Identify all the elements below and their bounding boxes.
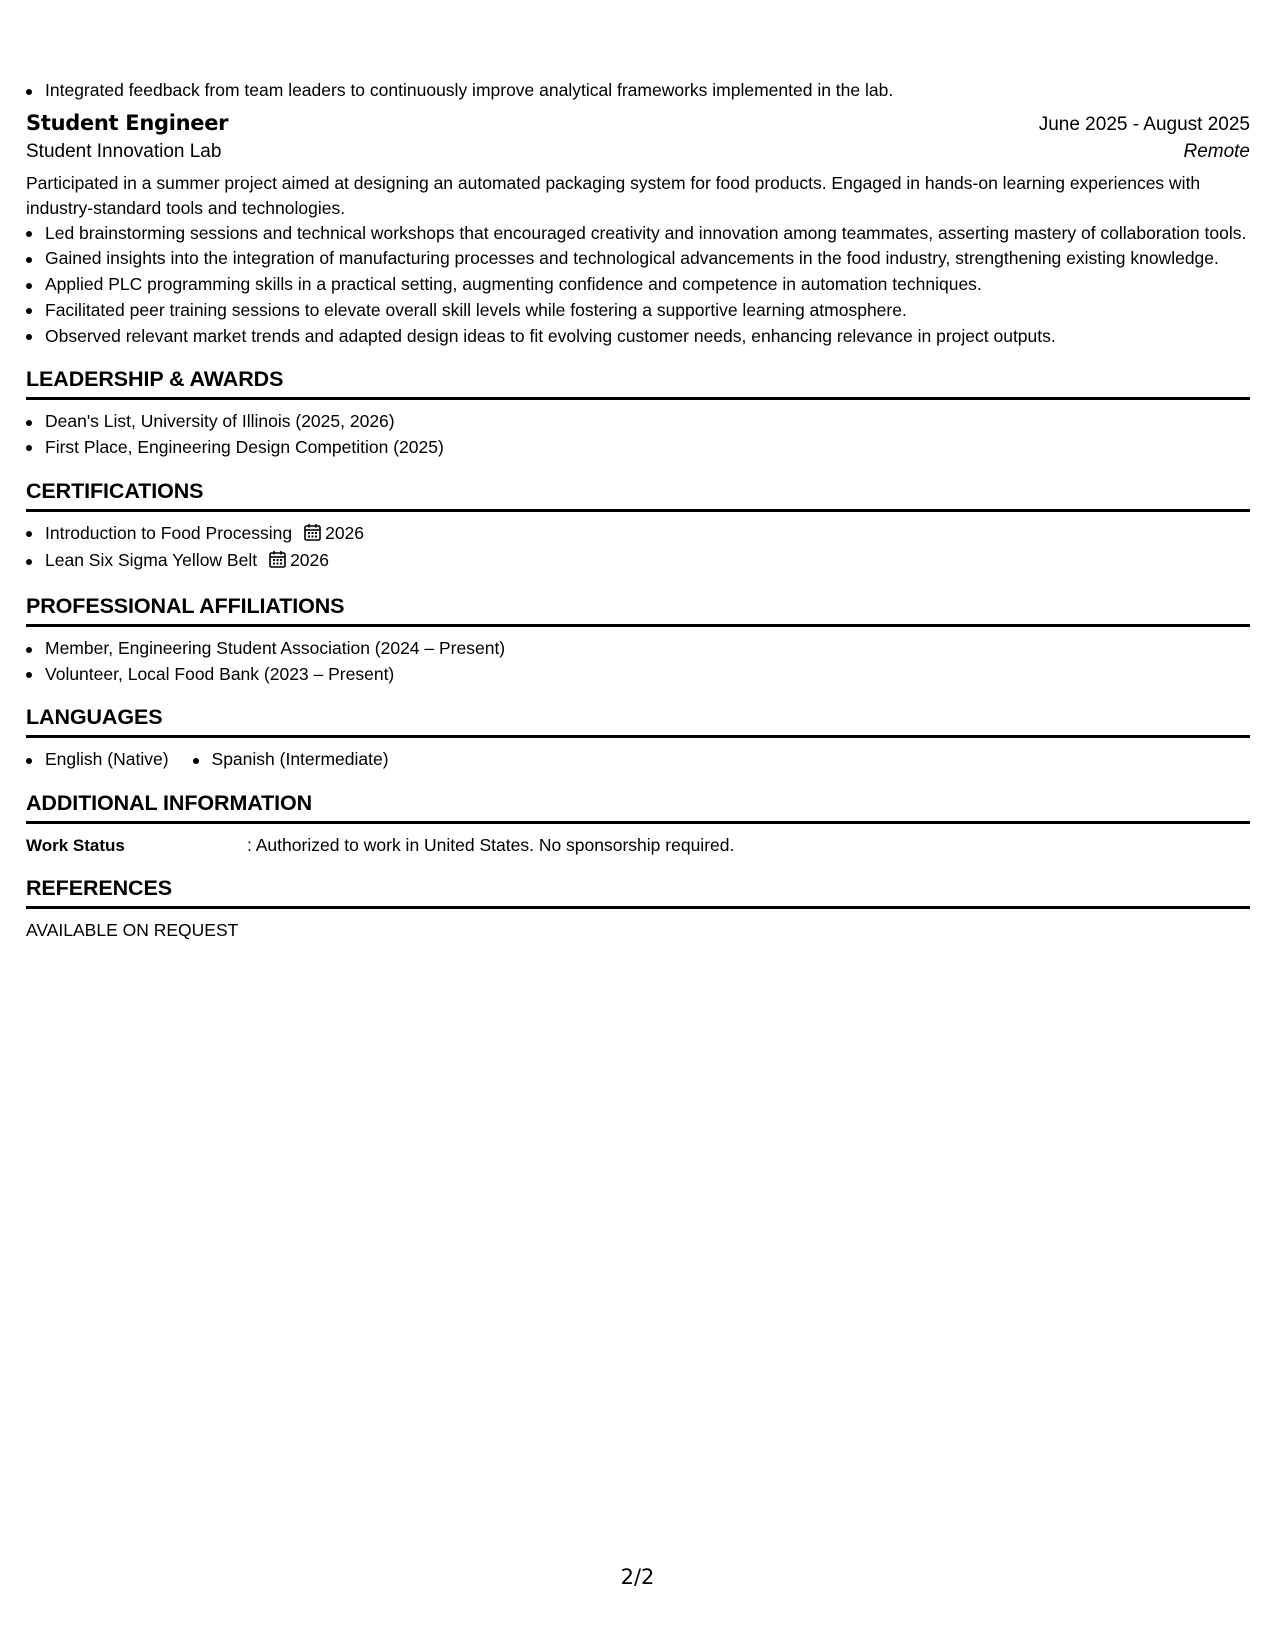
job-description: Participated in a summer project aimed at designing an automated packaging system for food products. Engaged in hands-on learning experiences with industry-standard tools and technologies. [26,172,1201,218]
work-status-row [26,833,1250,858]
work-status-value: : Authorized to work in United States. No sponsorship required. [247,835,735,856]
job-title: Student Engineer [26,110,229,135]
job-subheader [26,141,1250,163]
list-item: Member, Engineering Student Association (2024 – Present) [26,636,1250,662]
section-title-languages: LANGUAGES [26,705,1250,738]
prev-job-bullets [26,78,1250,104]
certification-name: Lean Six Sigma Yellow Belt [45,550,258,571]
job-header [26,111,1250,136]
list-item: Dean's List, University of Illinois (2025, 2026) [26,409,1250,435]
list-item: Volunteer, Local Food Bank (2023 – Present) [26,662,1250,688]
section-title-additional: ADDITIONAL INFORMATION [26,791,1250,824]
resume-page [26,78,1250,943]
certification-year: 2026 [325,522,365,543]
job-organization: Student Innovation Lab [26,140,222,162]
job-bullets [26,221,1250,350]
languages-list [26,747,1250,773]
section-title-leadership: LEADERSHIP & AWARDS [26,367,1250,400]
section-title-certifications: CERTIFICATIONS [26,479,1250,512]
list-item: Led brainstorming sessions and technical workshops that encouraged creativity and innovation among teammates, asserting mastery of collaboration tools. [26,221,1250,247]
language-item: Spanish (Intermediate) [193,747,389,773]
certification-item [26,521,1250,549]
job-location: Remote [1183,140,1250,162]
section-title-affiliations: PROFESSIONAL AFFILIATIONS [26,594,1250,627]
page-number: 2/2 [620,1565,655,1589]
certification-name: Introduction to Food Processing [45,522,293,543]
work-status-label: Work Status [26,836,125,856]
section-title-references: REFERENCES [26,876,1250,909]
language-item: English (Native) [26,747,169,773]
affiliations-list [26,636,1250,687]
list-item: First Place, Engineering Design Competition (2025) [26,435,1250,461]
list-item: Facilitated peer training sessions to elevate overall skill levels while fostering a supportive learning atmosphere. [26,298,1250,324]
references-text: AVAILABLE ON REQUEST [26,920,239,941]
calendar-icon [304,523,321,549]
certification-item [26,548,1250,576]
list-item: Observed relevant market trends and adapted design ideas to fit evolving customer needs, enhancing relevance in project outputs. [26,324,1250,350]
list-item: Applied PLC programming skills in a practical setting, augmenting confidence and competence in automation techniques. [26,272,1250,298]
leadership-list [26,409,1250,460]
calendar-icon [269,550,286,576]
list-item: Gained insights into the integration of manufacturing processes and technological advancements in the food industry, strengthening existing knowledge. [26,246,1250,272]
certifications-list [26,521,1250,576]
list-item: Integrated feedback from team leaders to continuously improve analytical frameworks implemented in the lab. [26,78,1250,104]
job-dates: June 2025 - August 2025 [1038,113,1250,135]
certification-year: 2026 [290,550,330,571]
